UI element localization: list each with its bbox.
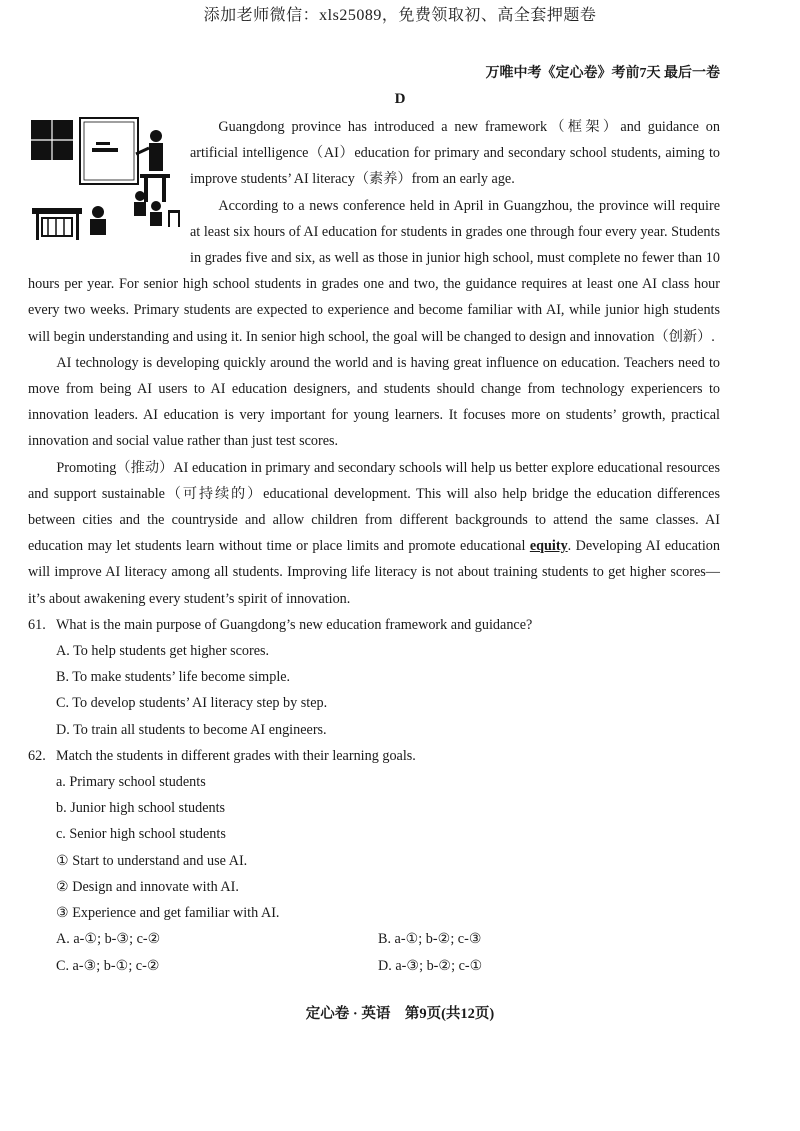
paragraph-4-part-1: Promoting（推动）AI education in primary and secondary schools will help us better explore educational resources and support sustainable（可持续的）educational development. This will also help bridge the education differences between cities and the countryside and allow children from different backgrounds to attend the same classes. AI education may let students learn without time or place limits and promote educational: [28, 459, 720, 555]
q61-option-d: D. To train all students to become AI engineers.: [56, 721, 327, 738]
section-title: D: [394, 91, 406, 107]
question-61: [28, 612, 720, 638]
q62-option-c: C. a-③; b-①; c-②: [56, 957, 160, 974]
passage-paragraph-1: Guangdong province has introduced a new framework（框架）and guidance on artificial intelligence（AI）education for primary and secondary school students, aiming to improve students’ AI literacy（素养）from an early age.: [190, 119, 720, 188]
watermark-text: 添加老师微信：xls25089，免费领取初、高全套押题卷: [203, 7, 597, 24]
question-number: 61.: [28, 616, 46, 633]
question-stem: What is the main purpose of Guangdong’s new education framework and guidance?: [56, 616, 533, 633]
q62-goal-2: ② Design and innovate with AI.: [56, 878, 239, 895]
question-number: 62.: [28, 747, 46, 764]
main-content: [28, 114, 720, 979]
q61-option-b: B. To make students’ life become simple.: [56, 669, 291, 686]
question-62: [28, 743, 720, 769]
q62-goal-3: ③ Experience and get familiar with AI.: [56, 905, 280, 922]
q61-option-c: C. To develop students’ AI literacy step by step.: [56, 695, 328, 712]
q62-option-d: D. a-③; b-②; c-①: [378, 957, 483, 974]
q61-option-a: A. To help students get higher scores.: [56, 643, 270, 660]
page-footer: 定心卷 · 英语 第9页(共12页): [305, 1006, 495, 1022]
q62-item-c: c. Senior high school students: [56, 826, 226, 843]
q62-options-row-2: [28, 953, 720, 979]
q62-options-row-1: [28, 926, 720, 952]
passage-paragraph-3: AI technology is developing quickly around the world and is having great influence on education. Teachers need to move from being AI users to AI education designers, and students should change from technology experiencers to innovation leaders. AI education is very important for young learners. It focuses more on students’ growth, practical innovation and social value rather than just test scores.: [28, 354, 720, 450]
page-header: 万唯中考《定心卷》考前7天 最后一卷: [485, 66, 720, 81]
paragraph-4-part-2: . Developing AI education will improve AI literacy among all students. Improving life literacy is not about training students to get higher scores—it’s about awakening every student’s spirit of innovation.: [28, 538, 720, 607]
passage-paragraph-2: According to a news conference held in April in Guangzhou, the province will require at least six hours of AI education for students in grades one through four every year. Students in grades five and six, as well as those in junior high school, must complete no fewer than 10 hours per year. For senior high school students in grades one and two, the guidance requires at least one AI class hour every two weeks. Primary students are expected to experience and become familiar with AI, while junior high students will begin understanding and using it. In senior high school, the goal will be changed to design and innovation（创新）.: [28, 197, 720, 345]
underlined-word-equity: equity: [529, 538, 568, 555]
passage-paragraph-4: [28, 455, 720, 612]
q62-option-b: B. a-①; b-②; c-③: [378, 931, 482, 948]
q62-option-a: A. a-①; b-③; c-②: [56, 931, 161, 948]
q62-item-a: a. Primary school students: [56, 774, 206, 791]
q62-item-b: b. Junior high school students: [56, 800, 226, 817]
q62-goal-1: ① Start to understand and use AI.: [56, 852, 248, 869]
question-stem: Match the students in different grades with their learning goals.: [56, 747, 416, 764]
